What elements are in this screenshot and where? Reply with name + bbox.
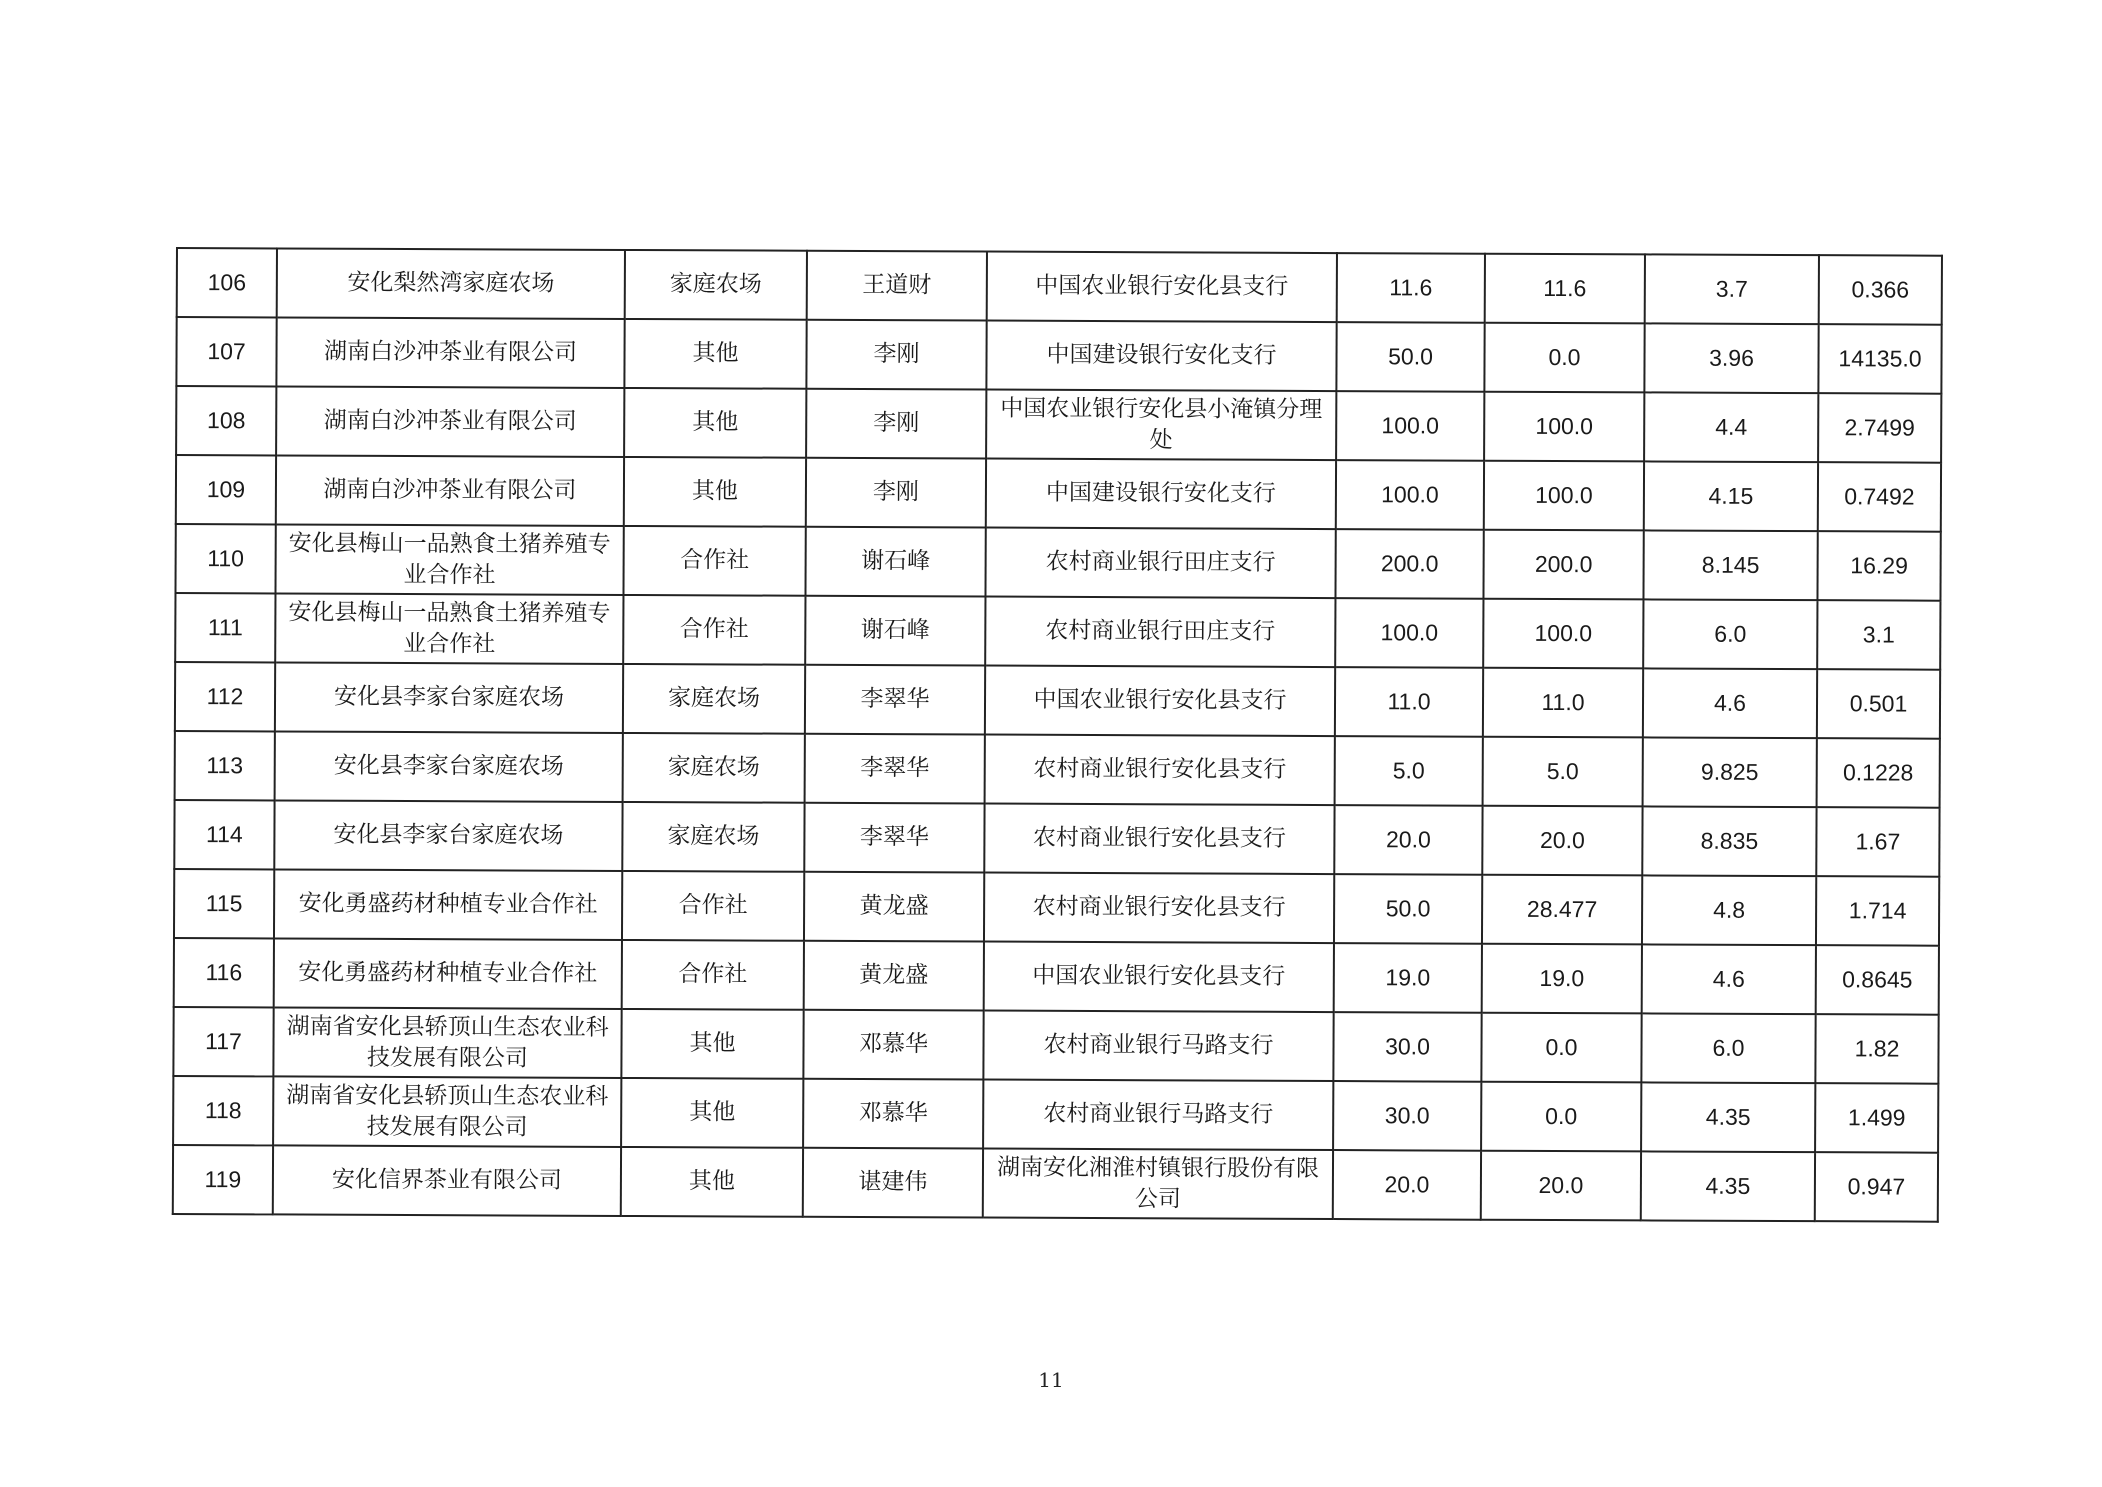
cell-contact-person: 李刚: [806, 320, 986, 390]
cell-value-2: 28.477: [1482, 875, 1642, 945]
cell-entity-type: 家庭农场: [623, 733, 805, 803]
cell-value-1: 20.0: [1334, 805, 1482, 875]
page-number: 11: [1038, 1368, 1064, 1392]
cell-value-3: 4.8: [1642, 875, 1816, 945]
cell-entity-name: 安化信界茶业有限公司: [273, 1145, 621, 1216]
cell-value-3: 4.35: [1641, 1082, 1815, 1152]
cell-entity-name: 安化勇盛药材种植专业合作社: [274, 869, 622, 940]
cell-value-1: 100.0: [1336, 460, 1484, 530]
cell-value-1: 200.0: [1335, 529, 1483, 599]
cell-value-2: 5.0: [1483, 737, 1643, 807]
cell-value-4: 1.67: [1816, 807, 1939, 877]
cell-row-number: 111: [175, 593, 275, 662]
table-row: [173, 1007, 1938, 1084]
cell-value-2: 0.0: [1481, 1013, 1641, 1083]
cell-value-4: 0.8645: [1816, 945, 1939, 1015]
cell-row-number: 109: [176, 455, 276, 524]
cell-bank-name: 农村商业银行安化县支行: [984, 873, 1334, 944]
table-row: [176, 386, 1941, 463]
cell-row-number: 116: [174, 938, 274, 1007]
cell-entity-name: 安化勇盛药材种植专业合作社: [274, 938, 622, 1009]
cell-value-1: 100.0: [1335, 598, 1483, 668]
cell-value-4: 0.947: [1815, 1152, 1938, 1222]
cell-contact-person: 谢石峰: [805, 527, 985, 597]
cell-bank-name: 农村商业银行安化县支行: [984, 804, 1334, 875]
cell-bank-name: 中国农业银行安化县支行: [987, 252, 1337, 323]
cell-value-3: 4.15: [1644, 461, 1818, 531]
cell-contact-person: 黄龙盛: [804, 872, 984, 942]
cell-row-number: 119: [173, 1145, 273, 1214]
cell-entity-type: 合作社: [622, 940, 804, 1010]
cell-row-number: 117: [173, 1007, 273, 1076]
cell-row-number: 110: [175, 524, 275, 593]
cell-row-number: 114: [174, 800, 274, 869]
cell-contact-person: 李翠华: [805, 665, 985, 735]
cell-row-number: 115: [174, 869, 274, 938]
table-row: [173, 1145, 1938, 1222]
table-row: [174, 869, 1939, 946]
cell-value-2: 20.0: [1481, 1151, 1641, 1221]
cell-value-4: 14135.0: [1818, 324, 1941, 394]
cell-value-2: 11.6: [1485, 254, 1645, 324]
cell-row-number: 107: [176, 317, 276, 386]
cell-entity-name: 安化梨然湾家庭农场: [277, 248, 625, 319]
cell-bank-name: 农村商业银行田庄支行: [985, 528, 1335, 599]
cell-value-1: 30.0: [1333, 1012, 1481, 1082]
cell-value-2: 11.0: [1483, 668, 1643, 738]
cell-contact-person: 邓慕华: [803, 1010, 983, 1080]
table-row: [175, 593, 1940, 670]
table-body: [173, 248, 1942, 1222]
cell-value-2: 0.0: [1484, 323, 1644, 393]
cell-contact-person: 王道财: [807, 251, 987, 321]
cell-value-3: 4.35: [1641, 1151, 1815, 1221]
cell-value-1: 11.6: [1337, 253, 1485, 323]
cell-value-1: 30.0: [1333, 1081, 1481, 1151]
cell-value-2: 19.0: [1482, 944, 1642, 1014]
cell-value-4: 1.499: [1815, 1083, 1938, 1153]
cell-row-number: 118: [173, 1076, 273, 1145]
cell-contact-person: 邓慕华: [803, 1079, 983, 1149]
cell-entity-type: 其他: [621, 1078, 803, 1148]
cell-bank-name: 中国农业银行安化县支行: [984, 942, 1334, 1013]
cell-row-number: 106: [177, 248, 277, 317]
cell-entity-type: 其他: [624, 457, 806, 527]
cell-entity-name: 安化县李家台家庭农场: [275, 731, 623, 802]
cell-value-2: 100.0: [1484, 392, 1644, 462]
cell-value-1: 50.0: [1334, 874, 1482, 944]
cell-bank-name: 中国建设银行安化支行: [986, 459, 1336, 530]
cell-value-4: 3.1: [1817, 600, 1940, 670]
cell-entity-name: 安化县李家台家庭农场: [275, 662, 623, 733]
cell-row-number: 113: [175, 731, 275, 800]
cell-value-1: 11.0: [1335, 667, 1483, 737]
cell-value-3: 4.6: [1643, 668, 1817, 738]
cell-value-2: 100.0: [1483, 599, 1643, 669]
cell-bank-name: 中国建设银行安化支行: [986, 321, 1336, 392]
table-row: [173, 1076, 1938, 1153]
cell-bank-name: 湖南安化湘淮村镇银行股份有限公司: [983, 1149, 1333, 1220]
cell-entity-type: 家庭农场: [623, 664, 805, 734]
cell-value-3: 3.96: [1644, 323, 1818, 393]
cell-value-4: 0.1228: [1817, 738, 1940, 808]
cell-entity-name: 安化县李家台家庭农场: [274, 800, 622, 871]
cell-value-2: 200.0: [1483, 530, 1643, 600]
cell-value-3: 8.835: [1642, 806, 1816, 876]
cell-bank-name: 农村商业银行马路支行: [983, 1011, 1333, 1082]
table-row: [176, 455, 1941, 532]
table-row: [176, 317, 1941, 394]
cell-bank-name: 中国农业银行安化县支行: [985, 666, 1335, 737]
cell-contact-person: 李刚: [806, 389, 986, 459]
cell-value-2: 20.0: [1482, 806, 1642, 876]
cell-value-3: 4.6: [1642, 944, 1816, 1014]
table-row: [175, 524, 1940, 601]
cell-contact-person: 黄龙盛: [804, 941, 984, 1011]
cell-value-4: 16.29: [1817, 531, 1940, 601]
cell-entity-name: 湖南白沙冲茶业有限公司: [276, 386, 624, 457]
cell-row-number: 108: [176, 386, 276, 455]
cell-entity-name: 安化县梅山一品熟食土猪养殖专业合作社: [275, 593, 623, 664]
cell-entity-name: 湖南白沙冲茶业有限公司: [276, 455, 624, 526]
cell-entity-type: 其他: [621, 1009, 803, 1079]
cell-entity-name: 湖南省安化县轿顶山生态农业科技发展有限公司: [273, 1076, 621, 1147]
table-row: [177, 248, 1942, 325]
cell-entity-name: 湖南白沙冲茶业有限公司: [276, 317, 624, 388]
cell-value-1: 5.0: [1335, 736, 1483, 806]
cell-bank-name: 农村商业银行田庄支行: [985, 597, 1335, 668]
table-row: [174, 800, 1939, 877]
cell-row-number: 112: [175, 662, 275, 731]
cell-value-2: 100.0: [1484, 461, 1644, 531]
cell-entity-type: 其他: [624, 319, 806, 389]
cell-value-4: 1.714: [1816, 876, 1939, 946]
cell-value-4: 0.7492: [1818, 462, 1941, 532]
cell-bank-name: 农村商业银行马路支行: [983, 1080, 1333, 1151]
table-row: [174, 938, 1939, 1015]
cell-value-4: 0.501: [1817, 669, 1940, 739]
cell-entity-type: 家庭农场: [622, 802, 804, 872]
cell-contact-person: 李翠华: [804, 803, 984, 873]
cell-value-1: 50.0: [1336, 322, 1484, 392]
cell-bank-name: 农村商业银行安化县支行: [985, 735, 1335, 806]
cell-contact-person: 李翠华: [805, 734, 985, 804]
cell-value-3: 8.145: [1643, 530, 1817, 600]
cell-entity-type: 其他: [624, 388, 806, 458]
cell-entity-type: 合作社: [623, 526, 805, 596]
table-row: [175, 662, 1940, 739]
cell-entity-type: 其他: [621, 1147, 803, 1217]
cell-bank-name: 中国农业银行安化县小淹镇分理处: [986, 390, 1336, 461]
loan-table: [172, 247, 1943, 1223]
cell-value-3: 3.7: [1645, 254, 1819, 324]
cell-value-1: 19.0: [1334, 943, 1482, 1013]
cell-value-3: 4.4: [1644, 392, 1818, 462]
cell-contact-person: 谢石峰: [805, 596, 985, 666]
cell-entity-type: 合作社: [623, 595, 805, 665]
cell-value-2: 0.0: [1481, 1082, 1641, 1152]
cell-contact-person: 李刚: [806, 458, 986, 528]
cell-value-4: 0.366: [1819, 255, 1942, 325]
cell-value-3: 6.0: [1643, 599, 1817, 669]
cell-value-4: 1.82: [1815, 1014, 1938, 1084]
cell-value-3: 6.0: [1641, 1013, 1815, 1083]
table-row: [175, 731, 1940, 808]
cell-value-1: 20.0: [1333, 1150, 1481, 1220]
cell-value-3: 9.825: [1643, 737, 1817, 807]
cell-entity-type: 家庭农场: [625, 250, 807, 320]
cell-contact-person: 谌建伟: [803, 1148, 983, 1218]
cell-entity-name: 安化县梅山一品熟食土猪养殖专业合作社: [275, 524, 623, 595]
cell-value-4: 2.7499: [1818, 393, 1941, 463]
cell-entity-name: 湖南省安化县轿顶山生态农业科技发展有限公司: [273, 1007, 621, 1078]
cell-entity-type: 合作社: [622, 871, 804, 941]
cell-value-1: 100.0: [1336, 391, 1484, 461]
